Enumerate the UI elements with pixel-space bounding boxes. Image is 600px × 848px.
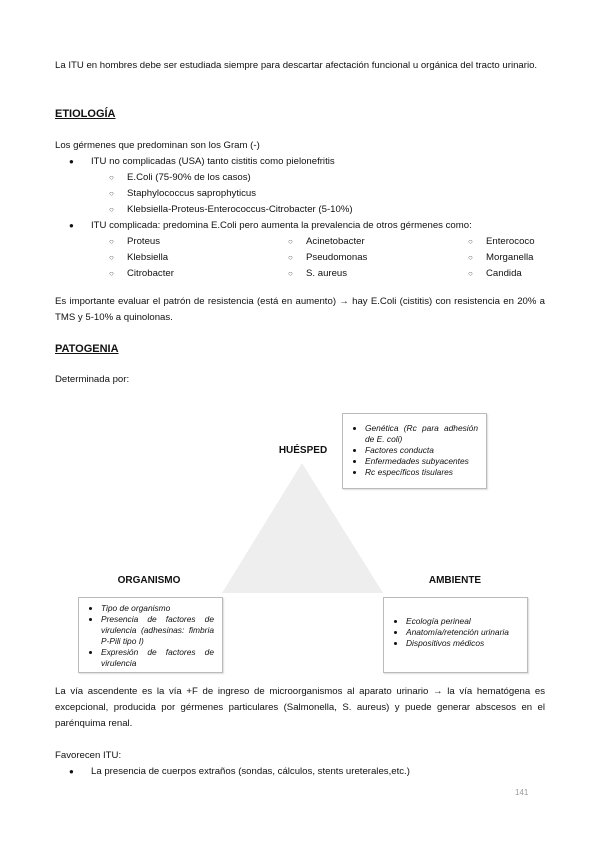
list-item: ○ Staphylococcus saprophyticus bbox=[127, 186, 256, 202]
label-huesped: HUÉSPED bbox=[278, 445, 328, 456]
bullet-complicada: ● ITU complicada: predomina E.Coli pero aumenta la prevalencia de otros gérmenes como: bbox=[91, 218, 472, 234]
bullet-no-complicadas: ● ITU no complicadas (USA) tanto cistitis como pielonefritis bbox=[91, 154, 335, 170]
list-item: • Genética (Rc para adhesión de E. coli) bbox=[365, 423, 478, 445]
list-item: • Dispositivos médicos bbox=[406, 638, 523, 649]
list-item: ○ S. aureus bbox=[306, 266, 347, 282]
ambiente-box bbox=[383, 597, 528, 673]
list-item: • Anatomía/retención urinaria bbox=[406, 627, 523, 638]
heading-patogenia: PATOGENIA bbox=[55, 343, 119, 355]
list-item: ○ Candida bbox=[486, 266, 522, 282]
list-item: • Expresión de factores de virulencia bbox=[101, 647, 214, 669]
list-item: ○ Citrobacter bbox=[127, 266, 174, 282]
label-ambiente: AMBIENTE bbox=[428, 575, 482, 586]
list-item: • Factores conducta bbox=[365, 445, 478, 456]
list-item: ○ E.Coli (75-90% de los casos) bbox=[127, 170, 251, 186]
etiologia-lead: Los gérmenes que predominan son los Gram (-) bbox=[55, 140, 260, 151]
via-paragraph: La vía ascendente es la vía +F de ingreso de microorganismos al aparato urinario → la vía hematógena es excepcional, producida por gérmenes particulares (Salmonella, S. aureus) y puede generar abscesos en el parénquima renal. bbox=[55, 686, 545, 729]
page-number: 141 bbox=[515, 788, 529, 797]
list-item: ○ Klebsiella-Proteus-Enterococcus-Citrobacter (5-10%) bbox=[127, 202, 353, 218]
list-item: ○ Enterococo bbox=[486, 234, 535, 250]
list-item: • Presencia de factores de virulencia (adhesinas: fimbria P-Pili tipo I) bbox=[101, 614, 214, 647]
list-item: ○ Acinetobacter bbox=[306, 234, 365, 250]
list-item: ○ Klebsiella bbox=[127, 250, 168, 266]
list-item: ○ Morganella bbox=[486, 250, 533, 266]
list-item: ● La presencia de cuerpos extraños (sondas, cálculos, stents ureterales,etc.) bbox=[91, 764, 410, 780]
list-item: ○ Pseudomonas bbox=[306, 250, 367, 266]
patogenia-lead: Determinada por: bbox=[55, 374, 130, 385]
heading-etiologia: ETIOLOGÍA bbox=[55, 108, 116, 120]
list-item: • Rc específicos tisulares bbox=[365, 467, 478, 478]
organismo-box bbox=[78, 597, 223, 673]
label-organismo: ORGANISMO bbox=[117, 575, 181, 586]
favorecen-lead: Favorecen ITU: bbox=[55, 750, 122, 761]
list-item: ○ Proteus bbox=[127, 234, 160, 250]
list-item: • Ecología perineal bbox=[406, 616, 523, 627]
list-item: • Tipo de organismo bbox=[101, 603, 214, 614]
list-item: • Enfermedades subyacentes bbox=[365, 456, 478, 467]
intro-paragraph: La ITU en hombres debe ser estudiada siempre para descartar afectación funcional u orgánica del tracto urinario. bbox=[55, 60, 538, 71]
resistance-paragraph: Es importante evaluar el patrón de resistencia (está en aumento) → hay E.Coli (cistitis) con resistencia en 20% a TMS y 5-10% a quinolonas. bbox=[55, 296, 545, 323]
huesped-box bbox=[342, 413, 487, 489]
